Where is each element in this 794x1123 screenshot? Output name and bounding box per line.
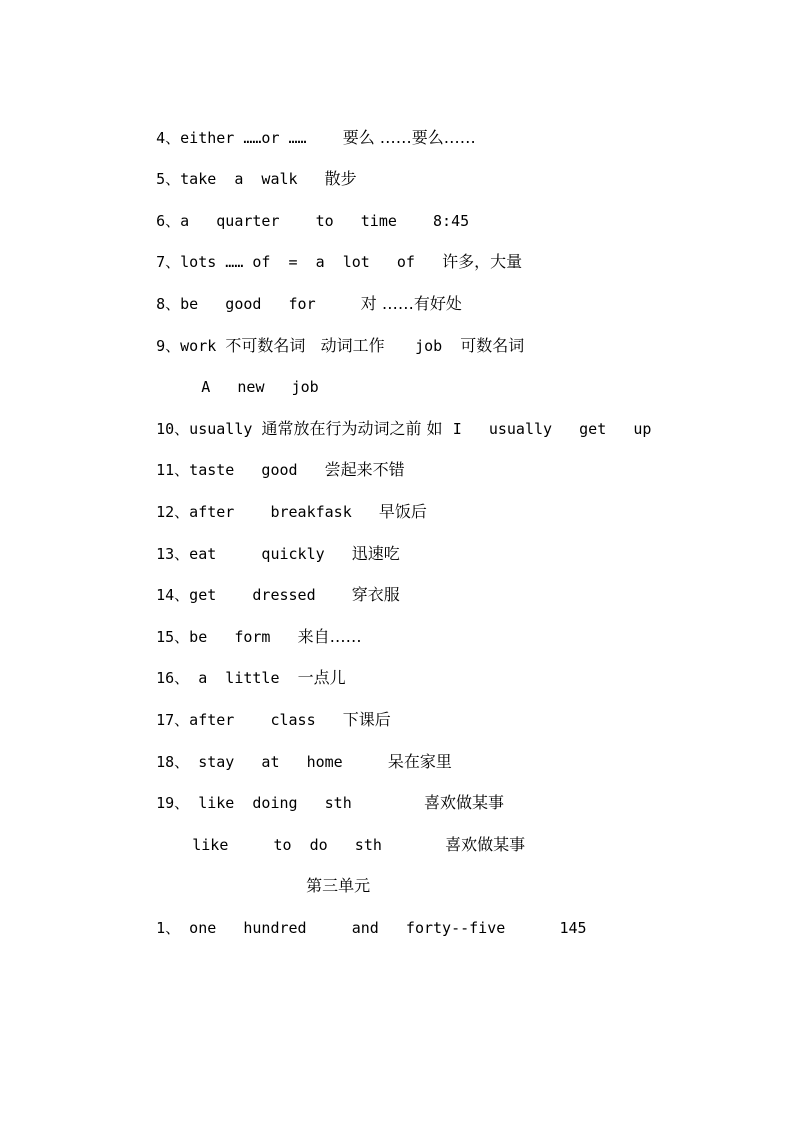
chinese-meaning: 可数名词 xyxy=(460,336,525,355)
english-phrase: 1、 one hundred and forty--five 145 xyxy=(156,919,587,937)
chinese-meaning: 迅速吃 xyxy=(351,544,400,563)
vocab-line-12 xyxy=(120,482,427,521)
chinese-meaning: 下课后 xyxy=(342,710,391,729)
english-phrase: 11、taste good xyxy=(156,461,325,479)
english-phrase: 17、after class xyxy=(156,711,343,729)
vocab-line-6 xyxy=(120,191,470,230)
chinese-meaning: 呆在家里 xyxy=(387,752,452,771)
chinese-meaning: 尝起来不错 xyxy=(324,460,405,479)
vocab-line-19-alt xyxy=(120,815,526,854)
vocab-line-15 xyxy=(120,607,362,646)
english-phrase: 18、 stay at home xyxy=(156,753,388,771)
chinese-meaning: 对 ……有好处 xyxy=(360,294,462,313)
chinese-meaning: 早饭后 xyxy=(378,502,427,521)
vocab-line-13 xyxy=(120,524,400,563)
vocab-line-16 xyxy=(120,648,346,687)
vocab-line-9 xyxy=(120,316,525,355)
english-phrase: 10、usually xyxy=(156,420,262,438)
vocab-line-18 xyxy=(120,732,452,771)
chinese-meaning: 散步 xyxy=(324,169,357,188)
vocab-line-17 xyxy=(120,690,391,729)
vocab-line-8 xyxy=(120,274,462,313)
vocab-line-19 xyxy=(120,773,505,812)
english-phrase: 4、either ……or …… xyxy=(156,129,343,147)
english-phrase: 13、eat quickly xyxy=(156,545,352,563)
vocab-line-4 xyxy=(120,108,476,147)
english-phrase: 5、take a walk xyxy=(156,170,325,188)
english-phrase: like to do sth xyxy=(156,836,446,854)
vocab-line-9-example xyxy=(120,357,319,396)
english-phrase: 9、work xyxy=(156,337,226,355)
vocab-line-11 xyxy=(120,440,405,479)
english-phrase: job xyxy=(415,337,461,355)
unit-title: 第三单元 xyxy=(306,876,371,895)
unit-heading xyxy=(270,856,371,895)
vocab-line-5 xyxy=(120,149,357,188)
english-phrase: 19、 like doing sth xyxy=(156,794,424,812)
vocab-line-7 xyxy=(120,232,523,271)
chinese-meaning: 通常放在行为动词之前 如 xyxy=(261,419,453,438)
vocab-line-10 xyxy=(120,399,652,438)
chinese-meaning: 喜欢做某事 xyxy=(445,835,526,854)
english-phrase: 15、be form xyxy=(156,628,298,646)
english-phrase: 16、 a little xyxy=(156,669,298,687)
vocab-line-unit3-1 xyxy=(120,898,587,937)
chinese-meaning: 不可数名词 动词工作 xyxy=(225,336,416,355)
chinese-meaning: 许多，大量 xyxy=(442,252,523,271)
english-phrase: I usually get up xyxy=(452,420,652,438)
english-phrase: 8、be good for xyxy=(156,295,361,313)
chinese-meaning: 来自…… xyxy=(297,627,362,646)
english-phrase: 6、a quarter to time 8:45 xyxy=(156,212,470,230)
english-phrase: 12、after breakfask xyxy=(156,503,379,521)
chinese-meaning: 穿衣服 xyxy=(351,585,400,604)
vocab-line-14 xyxy=(120,565,400,604)
english-phrase: 14、get dressed xyxy=(156,586,352,604)
chinese-meaning: 喜欢做某事 xyxy=(424,793,505,812)
english-phrase: 7、lots …… of = a lot of xyxy=(156,253,443,271)
english-phrase: A new job xyxy=(156,378,319,396)
chinese-meaning: 一点儿 xyxy=(297,668,346,687)
chinese-meaning: 要么 ……要么…… xyxy=(342,128,476,147)
